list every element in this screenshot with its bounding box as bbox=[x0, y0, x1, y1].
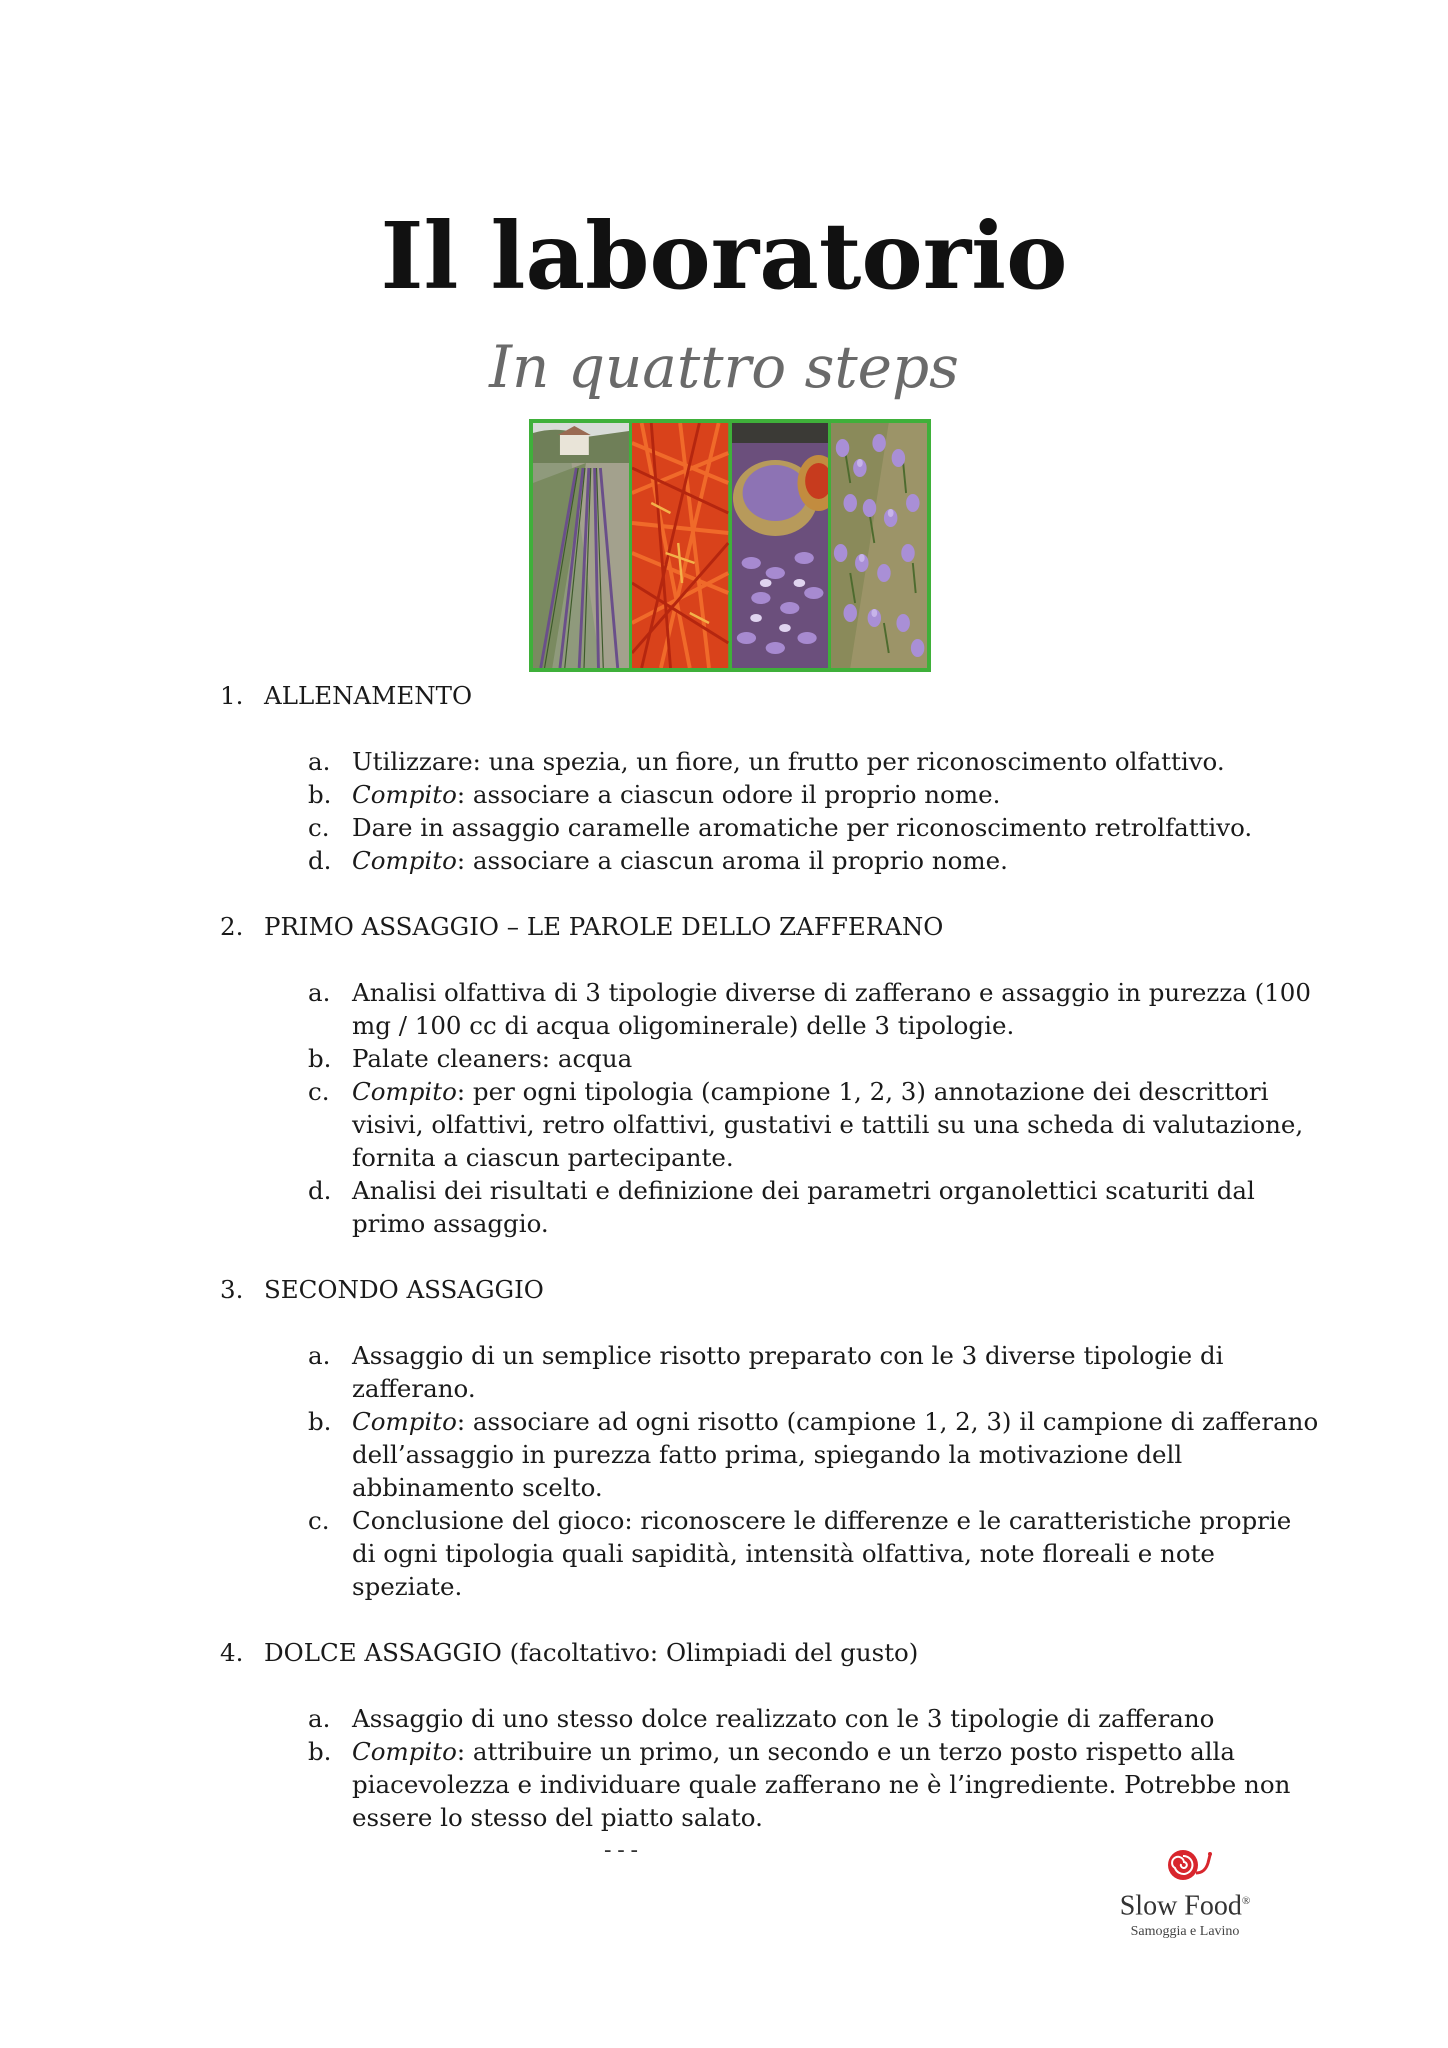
list-item: d. Compito: associare a ciascun aroma il proprio nome. bbox=[308, 846, 1008, 875]
registered-mark: ® bbox=[1241, 1895, 1251, 1907]
list-item: a. Analisi olfattiva di 3 tipologie diverse di zafferano e assaggio in purezza (100 mg / 100 cc di acqua oligominerale) delle 3 tipologie. bbox=[308, 978, 1311, 1040]
saffron-photo-collage bbox=[529, 419, 931, 672]
list-item: d. Analisi dei risultati e definizione dei parametri organolettici scaturiti dal primo assaggio. bbox=[308, 1176, 1255, 1238]
list-item: c. Conclusione del gioco: riconoscere le differenze e le caratteristiche proprie di ogni tipologia quali sapidità, intensità olfattiva, note floreali e note speziate. bbox=[308, 1506, 1292, 1601]
list-item: c. Dare in assaggio caramelle aromatiche per riconoscimento retrolfattivo. bbox=[308, 813, 1253, 842]
logo-name: Slow Food bbox=[1119, 1890, 1242, 1922]
logo-subtitle: Samoggia e Lavino bbox=[1130, 1924, 1240, 1939]
slow-food-logo bbox=[1110, 1843, 1260, 1945]
list-item: a. Assaggio di uno stesso dolce realizzato con le 3 tipologie di zafferano bbox=[308, 1704, 1215, 1733]
step-title: PRIMO ASSAGGIO – LE PAROLE DELLO ZAFFERANO bbox=[264, 912, 944, 941]
step-4 bbox=[220, 1636, 1320, 1834]
step-number: 1. bbox=[220, 681, 244, 710]
photo-field-rows bbox=[533, 423, 629, 668]
step-2 bbox=[220, 910, 1320, 1240]
step-3 bbox=[220, 1273, 1320, 1603]
list-item: c. Compito: per ogni tipologia (campione 1, 2, 3) annotazione dei descrittori visivi, olfattivi, retro olfattivi, gustativi e tattili su una scheda di valutazione, fornita a ciascun partecipante. bbox=[308, 1077, 1304, 1172]
list-item: a. Assaggio di un semplice risotto preparato con le 3 diverse tipologie di zafferano. bbox=[308, 1341, 1224, 1403]
page-title: Il laboratorio bbox=[380, 202, 1068, 310]
step-title: SECONDO ASSAGGIO bbox=[264, 1275, 544, 1304]
step-title: DOLCE ASSAGGIO (facoltativo: Olimpiadi del gusto) bbox=[264, 1638, 919, 1667]
separator: --- bbox=[601, 1838, 641, 1863]
step-1 bbox=[220, 679, 1320, 877]
list-item: b. Compito: associare a ciascun odore il proprio nome. bbox=[308, 780, 1001, 809]
steps-list bbox=[220, 679, 1320, 1867]
photo-harvested-flowers bbox=[732, 423, 828, 668]
step-title: ALLENAMENTO bbox=[264, 681, 473, 710]
step-number: 2. bbox=[220, 912, 244, 941]
list-item: a. Utilizzare: una spezia, un fiore, un frutto per riconoscimento olfattivo. bbox=[308, 747, 1225, 776]
step-number: 3. bbox=[220, 1275, 244, 1304]
list-item: b. Compito: attribuire un primo, un secondo e un terzo posto rispetto alla piacevolezza e individuare quale zafferano ne è l’ingrediente. Potrebbe non essere lo stesso del piatto salato. bbox=[308, 1737, 1291, 1832]
list-item: b. Compito: associare ad ogni risotto (campione 1, 2, 3) il campione di zafferano dell’assaggio in purezza fatto prima, spiegando la motivazione dell abbinamento scelto. bbox=[308, 1407, 1319, 1502]
photo-crocus-field bbox=[831, 423, 927, 668]
snail-icon bbox=[1163, 1843, 1213, 1885]
page-subtitle: In quattro steps bbox=[489, 333, 959, 401]
step-number: 4. bbox=[220, 1638, 244, 1667]
photo-saffron-threads bbox=[632, 423, 728, 668]
list-item: b. Palate cleaners: acqua bbox=[308, 1044, 633, 1073]
